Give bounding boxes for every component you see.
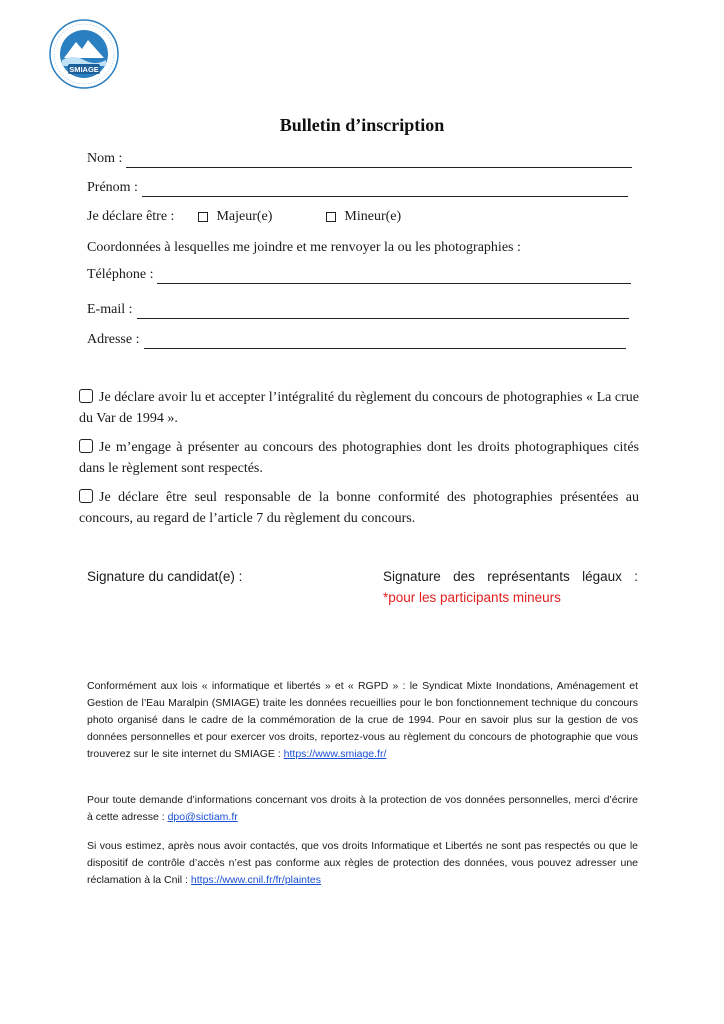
telephone-line[interactable] [157, 270, 631, 284]
coordonnees-text: Coordonnées à lesquelles me joindre et me renvoyer la ou les photographies : [87, 240, 521, 255]
majeur-option[interactable] [198, 209, 272, 225]
dpo-email-link[interactable]: dpo@sictiam.fr [167, 811, 238, 823]
prenom-label: Prénom : [87, 180, 138, 195]
smiage-link[interactable]: https://www.smiage.fr/ [283, 748, 387, 760]
legal-paragraph-2 [87, 792, 638, 826]
email-label: E-mail : [87, 302, 133, 317]
cnil-link[interactable]: https://www.cnil.fr/fr/plaintes [190, 874, 322, 886]
declare-label: Je déclare être : [87, 209, 175, 224]
droits-text: Je m’engage à présenter au concours des photographies dont les droits photographiques cités dans le règlement sont respectés. [79, 440, 639, 476]
nom-line[interactable] [126, 154, 632, 168]
email-field[interactable] [87, 301, 629, 319]
legal-text-3: Si vous estimez, après nous avoir contactés, que vos droits Informatique et Libertés ne sont pas respectés ou que le dispositif de contrôle d’accès n’est pas conforme aux règles de protection des données, vous pouvez adresser une réclamation à la Cnil : [87, 840, 638, 886]
responsable-checkbox-item[interactable] [79, 487, 639, 529]
majeur-label: Majeur(e) [216, 209, 273, 224]
mineur-option[interactable] [326, 209, 401, 225]
adresse-field[interactable] [87, 331, 626, 349]
droits-checkbox-item[interactable] [79, 437, 639, 479]
signature-representants-label: Signature des représentants légaux : [383, 569, 638, 584]
majeur-checkbox[interactable] [198, 212, 208, 222]
adresse-line[interactable] [144, 335, 626, 349]
reglement-checkbox[interactable] [79, 389, 93, 403]
smiage-logo [48, 18, 120, 90]
reglement-text: Je déclare avoir lu et accepter l’intégralité du règlement du concours de photographies « La crue du Var de 1994 ». [79, 390, 639, 426]
telephone-label: Téléphone : [87, 267, 154, 282]
reglement-checkbox-item[interactable] [79, 387, 639, 429]
nom-label: Nom : [87, 151, 123, 166]
prenom-line[interactable] [142, 183, 628, 197]
droits-checkbox[interactable] [79, 439, 93, 453]
mineurs-note: *pour les participants mineurs [383, 590, 561, 605]
telephone-field[interactable] [87, 266, 631, 284]
legal-paragraph-3 [87, 838, 638, 889]
prenom-field[interactable] [87, 179, 628, 197]
adresse-label: Adresse : [87, 332, 140, 347]
legal-text-1: Conformément aux lois « informatique et libertés » et « RGPD » : le Syndicat Mixte Inondations, Aménagement et Gestion de l’Eau Maralpin (SMIAGE) traite les données recueillies pour le bon fonctionnement technique du concours photo organisé dans le cadre de la commémoration de la crue de 1994. Pour en savoir plus sur la gestion de vos données personnelles et pour exercer vos droits, reportez-vous au règlement du concours de photographie que vous trouverez sur le site internet du SMIAGE : [87, 680, 638, 760]
legal-text-2: Pour toute demande d’informations concernant vos droits à la protection de vos données personnelles, merci d’écrire à cette adresse : [87, 794, 638, 823]
responsable-checkbox[interactable] [79, 489, 93, 503]
mineur-checkbox[interactable] [326, 212, 336, 222]
email-line[interactable] [137, 305, 629, 319]
signature-candidat-label: Signature du candidat(e) : [87, 569, 243, 584]
declare-row [87, 209, 401, 225]
nom-field[interactable] [87, 150, 632, 168]
responsable-text: Je déclare être seul responsable de la bonne conformité des photographies présentées au concours, au regard de l’article 7 du règlement du concours. [79, 490, 639, 526]
legal-paragraph-1 [87, 678, 638, 763]
logo-text: SMIAGE [69, 65, 99, 74]
form-title: Bulletin d’inscription [279, 115, 445, 135]
mineur-label: Mineur(e) [344, 209, 402, 224]
